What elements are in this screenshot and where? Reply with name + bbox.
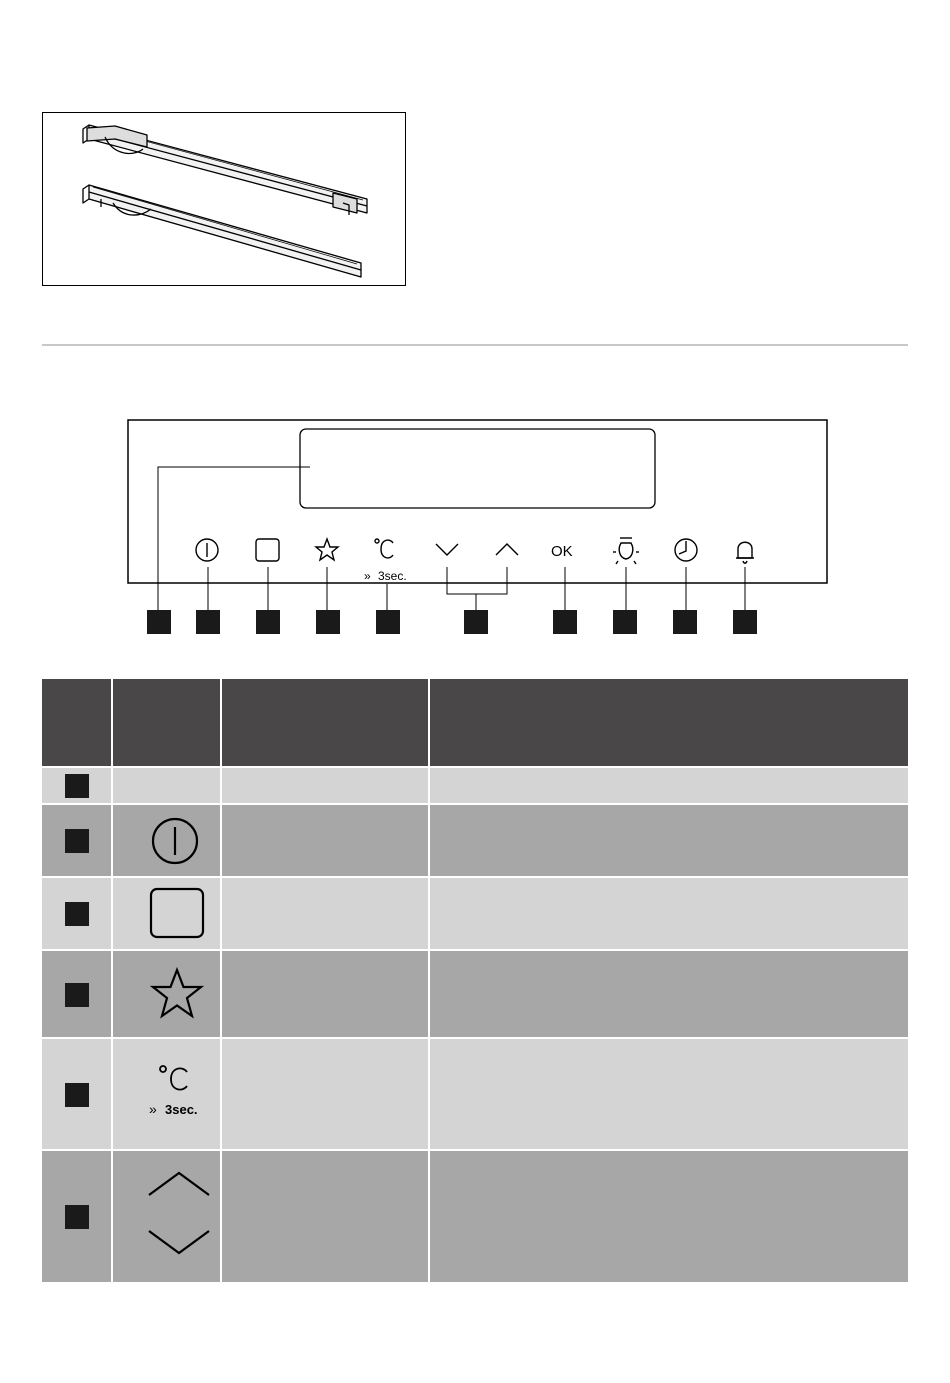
marker-5 bbox=[376, 610, 400, 634]
marker-3 bbox=[256, 610, 280, 634]
square-icon bbox=[256, 539, 279, 561]
table-row bbox=[42, 805, 908, 876]
shelf-rails-illustration bbox=[42, 112, 406, 286]
row-marker bbox=[65, 1083, 89, 1107]
power-icon bbox=[196, 539, 218, 561]
table-row bbox=[42, 951, 908, 1037]
row-marker bbox=[65, 983, 89, 1007]
panel-frame bbox=[128, 420, 827, 583]
up-down-arrows-icon bbox=[147, 1165, 211, 1265]
marker-6 bbox=[464, 610, 488, 634]
header-cell-description bbox=[430, 679, 908, 766]
table-row bbox=[42, 768, 908, 803]
star-icon bbox=[316, 539, 338, 560]
marker-1 bbox=[147, 610, 171, 634]
table-header bbox=[42, 679, 908, 766]
sec-label: 3sec. bbox=[165, 1102, 198, 1117]
chevron-down-icon bbox=[436, 544, 458, 555]
marker-2 bbox=[196, 610, 220, 634]
row-marker bbox=[65, 902, 89, 926]
marker-9 bbox=[673, 610, 697, 634]
table-row bbox=[42, 1151, 908, 1282]
chevron-up-icon bbox=[496, 544, 518, 555]
row-marker bbox=[65, 774, 89, 798]
chevrons-3sec-symbol: » bbox=[149, 1101, 157, 1117]
display-area bbox=[300, 429, 655, 508]
table-row bbox=[42, 1039, 908, 1149]
marker-7 bbox=[553, 610, 577, 634]
sec-label: 3sec. bbox=[378, 569, 407, 583]
row-marker bbox=[65, 829, 89, 853]
power-icon bbox=[149, 815, 201, 867]
leader-lines bbox=[158, 467, 745, 614]
celsius-icon bbox=[375, 539, 393, 558]
marker-8 bbox=[613, 610, 637, 634]
header-cell-number bbox=[42, 679, 111, 766]
table-row bbox=[42, 878, 908, 949]
header-cell-function bbox=[222, 679, 428, 766]
star-icon bbox=[149, 967, 205, 1021]
marker-4 bbox=[316, 610, 340, 634]
clock-icon bbox=[675, 539, 697, 561]
rails-drawing bbox=[43, 113, 407, 287]
square-icon bbox=[149, 887, 207, 939]
lamp-icon bbox=[613, 538, 639, 564]
header-cell-symbol bbox=[113, 679, 220, 766]
celsius-icon bbox=[157, 1063, 197, 1095]
marker-10 bbox=[733, 610, 757, 634]
bell-icon bbox=[736, 542, 754, 563]
ok-label: OK bbox=[551, 543, 573, 560]
row-marker bbox=[65, 1205, 89, 1229]
section-divider bbox=[42, 344, 908, 346]
chevrons-3sec-symbol: » bbox=[364, 569, 371, 583]
